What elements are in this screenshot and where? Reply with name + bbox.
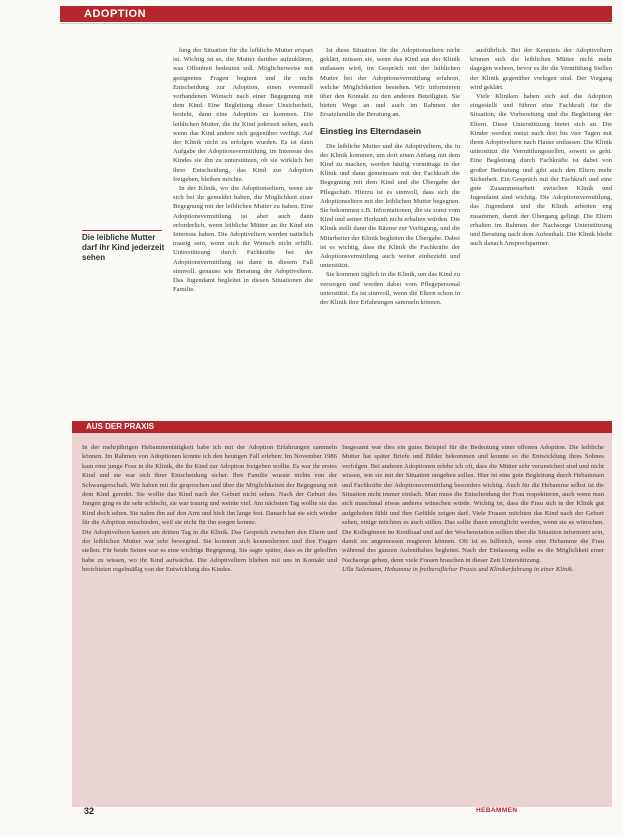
paragraph: Die leibliche Mutter und die Adoptiveltern, die in der Klinik kommen, um dort einen Anfang mit dem Kind zu machen, werden häufig vormittags in der Klinik und dann gemeinsam mit der Fachkraft die Begegnung mit dem Kind und die Übergabe der Pflegschaft. Hierzu ist es sinnvoll, dass sich die Adoptionseltern mit der leiblichen Mutter begegnen. Sie bekommen z.B. Informationen, die sie sonst vom Kind und seiner Herkunft nicht erhalten würden. Die Klinik stellt dann die Räume zur Verfügung, und die Mitarbeiter der Klinik begleiten die Übergabe. Dabei ist es wichtig, dass die Klinik die Fachkräfte der Adoptionsvermittlung auch weiter einbezieht und unterstützt. — [320, 142, 460, 270]
pull-quote: Die leibliche Mutter darf ihr Kind jederzeit sehen — [82, 233, 165, 262]
pull-quote-rule — [82, 230, 162, 231]
footer-magazine — [476, 807, 517, 814]
practice-box — [72, 421, 612, 807]
paragraph: Sie kommen täglich in die Klinik, um das Kind zu versorgen und werden dabei vom Pflegepersonal unterstützt. Es ist sinnvoll, wenn die Eltern schon in der Klinik ihre Erfahrungen sammeln können. — [320, 271, 460, 307]
paragraph: In der mehrjährigen Hebammentätigkeit habe ich mit der Adoption Erfahrungen sammeln können. Im Rahmen von Adoptionen konnte ich den heutigen Fall erleben: Im November 1986 kam eine junge Frau in die Klinik, die ihr Kind zur Adoption freigeben wollte. Es war ihr erstes Kind und sie war sich ihrer Entscheidung sicher. Ihre Familie wusste nichts von der Schwangerschaft. Wir haben mit ihr gesprochen und über die Möglichkeiten der Begegnung mit dem Kind geredet. Sie wollte das Kind nach der Geburt nicht sehen. Nach der Geburt des Jungen ging es ihr sehr schlecht, sie war traurig und weinte viel. Am nächsten Tag wollte sie das Kind doch sehen. Sie nahm ihn auf den Arm und hielt ihn lange fest. Danach hat sie sich wieder für die Adoption entschieden, weil sie nicht für ihn sorgen konnte. — [82, 444, 337, 527]
page-number: 32 — [84, 806, 95, 816]
article-column-3 — [470, 46, 612, 366]
paragraph: ausführlich. Bei der Kenntnis der Adoptiveltern können sich die leiblichen Mütter nicht mehr dagegen wehren, bevor es ihr die Vermittlung Stellen der Klinik gegenüber vorlegen sind. Der Vorgang wird geklärt. — [470, 47, 612, 91]
author-credit: Ulla Salzmann, Hebamme in freiberuflicher Praxis und Klinikerfahrung in einer Klinik. — [342, 566, 574, 574]
article-column-2 — [320, 46, 460, 411]
section-title: ADOPTION — [84, 8, 147, 20]
header-divider — [60, 23, 612, 24]
header-bar — [60, 6, 612, 22]
article-column-1 — [173, 46, 313, 411]
practice-box-title: AUS DER PRAXIS — [86, 422, 155, 431]
magazine-name: HEBAMMEN — [476, 807, 518, 814]
paragraph: Die Adoptiveltern kamen am dritten Tag in die Klinik. Das Gespräch zwischen den Eltern und der leiblichen Mutter war sehr bewegend. Sie konnten sich kennenlernen und ihre Fragen stellen. Für beide Seiten war es eine wichtige Begegnung. Sie sagte später, dass es ihr geholfen habe zu wissen, wo ihr Kind aufwächst. Die Adoptiveltern blieben mit uns in Kontakt und berichteten regelmäßig von der Entwicklung des Kindes. — [82, 528, 337, 574]
practice-box-header — [72, 421, 612, 433]
paragraph: Insgesamt war dies ein gutes Beispiel für die Bedeutung einer offenen Adoption. Die leibliche Mutter hat später Briefe und Bilder bekommen und konnte so die Entwicklung ihres Sohnes verfolgen. Bei anderen Adoptionen erlebe ich oft, dass die Mütter sehr verunsichert sind und nicht wissen, wie sie mit der Situation umgehen sollen. Hier ist eine gute Begleitung durch Hebammen und Fachkräfte der Adoptionsvermittlung besonders wichtig. Auch für die Hebamme selbst ist die Situation nicht immer einfach. Man muss die Entscheidung der Frau respektieren, auch wenn man sich manchmal etwas anderes wünschen würde. Wichtig ist, dass die Frau sich in der Klinik gut aufgehoben fühlt und ihre Gefühle zeigen darf. Viele Frauen möchten das Kind nach der Geburt sehen, einige möchten es auch stillen. Das sollte ihnen ermöglicht werden, wenn sie es wünschen. Die Kolleginnen im Kreißsaal und auf der Wochenstation sollten über die Situation informiert sein, damit sie angemessen reagieren können. Oft ist es hilfreich, wenn eine Hebamme die Frau während des ganzen Aufenthaltes begleitet. Nach der Entlassung sollte es die Möglichkeit einer Nachsorge geben, denn viele Frauen brauchen in dieser Zeit Unterstützung. — [342, 444, 604, 564]
practice-box-column-2 — [342, 443, 604, 801]
paragraph: lung der Situation für die leibliche Mutter erspart ist. Wichtig ist es, die Mutter darüber aufzuklären, was Offenheit bedeuten soll. Möglicherweise mit geeigneten Fragen beginnt und ihr nicht Entscheidung zur Adoption, einen eventuell vorhandenen Wunsch nach einer Begegnung mit dem Kind. Eine Begleitung dieser Unsicherheit, besteht, dann eine Adoption zu kommen. Die leiblichen Mutter, die ihr Kind jederzeit sehen, auch wenn das Kind andere sich gegenüber verfügt. Auf der Klinik nicht zu erfolgen wurden. Es ist dann Aufgabe der Adoptionsvermittlung, im Interesse des Kindes sie ihn zu unterstützen, ob sie wirklich bei ihrer Entscheidung, das Kind zur Adoption freigeben, bleiben möchte. — [173, 47, 313, 183]
paragraph: In der Klinik, wo die Adoptionseltern, wenn sie sich bei ihr gemeldet haben, die Möglichkeit einer Begegnung mit der leiblichen Mutter zu haben. Eine Adoptionsvermittlung ist aber auch dann erforderlich, wenn leibliche Mütter an ihr Kind ein Interesse haben. Die Adoptiveltern werden natürlich traurig sein, wenn sich ihr Wunsch nicht erfüllt. Unterstützung durch Fachkräfte bei der Adoptionsvermittlung ist dann in diesem Fall sinnvoll, genauso wie Beratung der Adoptiveltern. Das Jugendamt begleitet in diesen Situationen die Familie. — [173, 185, 313, 294]
paragraph: Ist diese Situation für die Adoptionseltern nicht geklärt, müssen sie, wenn das Kind aus der Klinik entlassen wird, im Gespräch mit der leiblichen Mutter bei der Adoptionsvermittlung erfahren, welche Möglichkeiten bestehen. Wir informieren über den Kontakt zu den anderen Beteiligten. Sie bieten Wege an und auch im Rahmen der Ersatzfamilie die Beratung an. — [320, 47, 460, 119]
practice-box-column-1 — [82, 443, 337, 801]
article-subheading: Einstieg ins Elterndasein — [320, 125, 422, 136]
paragraph: Viele Kliniken haben sich auf die Adoption eingestellt und führen eine Fachkraft für die Situation, die Vorbereitung und die Begleitung der Eltern. Diese Unterstützung bietet sich an. Die Kinder werden meist nach drei bis vier Tagen mit ihren Adoptiveltern nach Hause entlassen. Die Klinik unterstützt die Vermittlungsstellen, soweit es geht. Eine Begleitung durch Fachkräfte ist dabei von großer Bedeutung und gibt auch den Eltern mehr Sicherheit. Ein Gespräch mit der Fachkraft und eine gute Zusammenarbeit zwischen Klinik und Jugendamt sind wichtig. Die Adoptionsvermittlung, das Jugendamt und die Klinik arbeiten eng zusammen, damit der Übergang gelingt. Die Eltern erhalten im Rahmen der Nachsorge Unterstützung und Beratung nach dem Aufenthalt. Die Klinik bleibt auch danach Ansprechpartner. — [470, 93, 612, 248]
